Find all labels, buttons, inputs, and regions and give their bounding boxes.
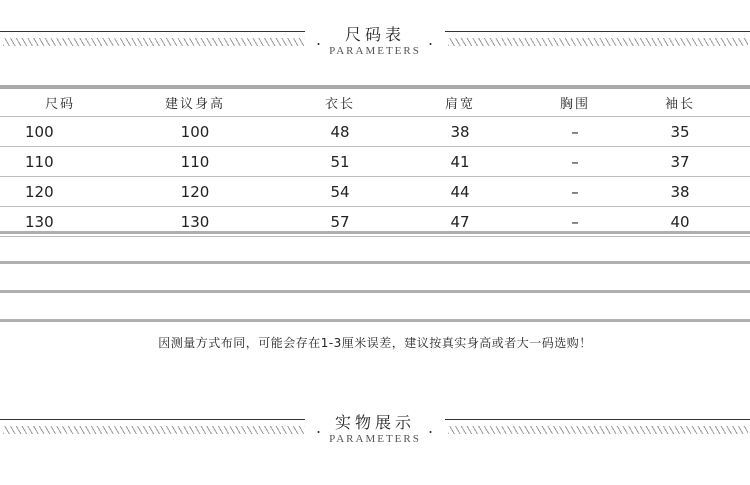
table-row (0, 117, 750, 147)
cell-height: 110 (180, 152, 210, 171)
size-section-subtitle: PARAMETERS (329, 45, 421, 57)
size-section-title: 尺码表 (344, 25, 405, 44)
table-header-row (0, 89, 750, 117)
header-size: 尺码 (45, 97, 76, 112)
size-table-grid (0, 89, 750, 237)
cell-size: 130 (25, 212, 54, 231)
cell-chest: – (571, 152, 579, 171)
cell-length: 57 (330, 212, 350, 231)
cell-chest: – (571, 182, 579, 201)
header-dot-right: . (428, 30, 434, 49)
cell-chest: – (571, 122, 579, 141)
header-height: 建议身高 (164, 97, 225, 112)
table-row (0, 177, 750, 207)
cell-shoulder: 41 (450, 152, 470, 171)
cell-height: 120 (180, 182, 210, 201)
empty-row-rule (0, 231, 750, 234)
cell-shoulder: 47 (450, 212, 470, 231)
cell-length: 51 (330, 152, 350, 171)
cell-size: 120 (25, 182, 54, 201)
table-row (0, 147, 750, 177)
cell-shoulder: 44 (450, 182, 470, 201)
cell-length: 54 (330, 182, 350, 201)
cell-size: 100 (25, 122, 54, 141)
header-sleeve: 袖长 (664, 97, 695, 112)
photo-section-title: 实物展示 (334, 413, 415, 432)
size-section-header (0, 0, 750, 70)
cell-shoulder: 38 (450, 122, 470, 141)
photo-section-subtitle: PARAMETERS (329, 433, 421, 445)
cell-sleeve: 38 (670, 182, 690, 201)
cell-chest: – (571, 212, 579, 231)
header-dot-left: . (316, 30, 322, 49)
cell-size: 110 (25, 152, 54, 171)
empty-row-rule (0, 261, 750, 264)
cell-sleeve: 37 (670, 152, 690, 171)
header-dot-left: . (316, 418, 322, 437)
header-length: 衣长 (324, 97, 355, 112)
cell-sleeve: 40 (670, 212, 690, 231)
header-shoulder: 肩宽 (444, 97, 475, 112)
header-rule-right (445, 419, 750, 420)
cell-length: 48 (330, 122, 350, 141)
measurement-note: 因测量方式布同，可能会存在1-3厘米误差，建议按真实身高或者大一码选购！ (158, 336, 592, 350)
header-rule-right (445, 31, 750, 32)
cell-height: 130 (180, 212, 210, 231)
photo-section-header (0, 390, 750, 460)
header-dot-right: . (428, 418, 434, 437)
cell-height: 100 (180, 122, 210, 141)
cell-sleeve: 35 (670, 122, 690, 141)
empty-row-rule (0, 290, 750, 293)
header-chest: 胸围 (559, 97, 590, 112)
empty-row-rule (0, 319, 750, 322)
